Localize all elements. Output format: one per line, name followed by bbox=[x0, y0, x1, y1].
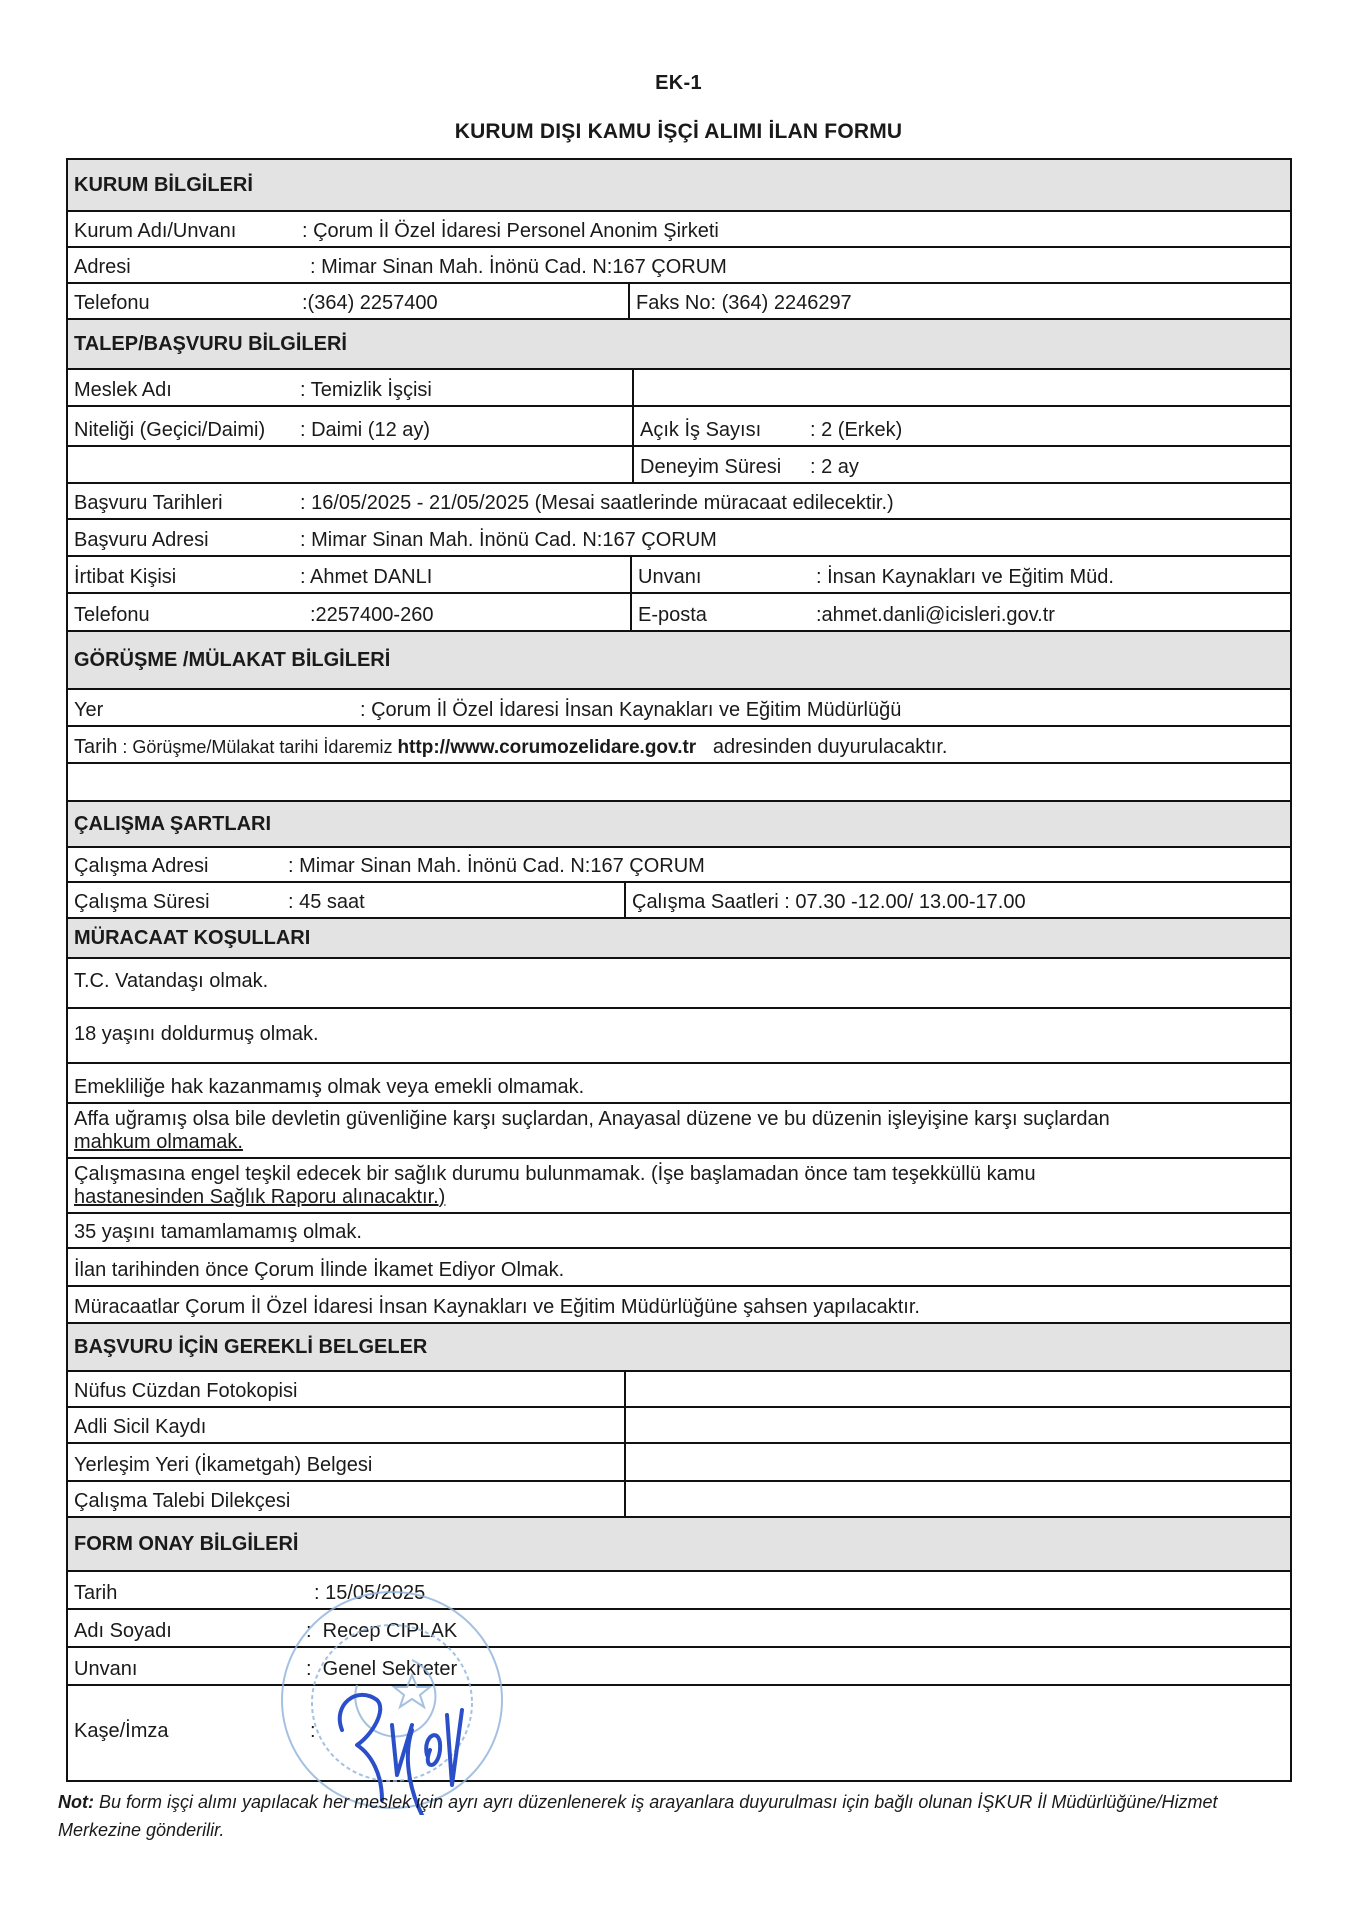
row-iletisim bbox=[68, 594, 1290, 632]
field-value: : Genel Sekreter bbox=[306, 1658, 458, 1680]
condition-row bbox=[68, 1009, 1290, 1064]
field-value: : İnsan Kaynakları ve Eğitim Müd. bbox=[816, 566, 1114, 588]
working-hours: Çalışma Saatleri : 07.30 -12.00/ 13.00-17.00 bbox=[624, 883, 1290, 917]
row-deneyim bbox=[68, 447, 1290, 484]
section-header-muracaat bbox=[68, 919, 1290, 959]
field-label: Tarih bbox=[74, 736, 118, 758]
row-telefon bbox=[68, 284, 1290, 320]
empty-cell bbox=[632, 370, 1290, 405]
section-title: GÖRÜŞME /MÜLAKAT BİLGİLERİ bbox=[74, 648, 391, 671]
field-label: E-posta bbox=[638, 604, 707, 626]
field-value: : 16/05/2025 - 21/05/2025 (Mesai saatlerinde müracaat edilecektir.) bbox=[300, 492, 894, 514]
annex-label: EK-1 bbox=[655, 72, 702, 94]
field-value: : Çorum İl Özel İdaresi İnsan Kaynakları ve Eğitim Müdürlüğü bbox=[360, 699, 902, 721]
row-adres bbox=[68, 248, 1290, 284]
condition-row bbox=[68, 1064, 1290, 1104]
field-value: : Görüşme/Mülakat tarihi İdaremiz bbox=[117, 737, 398, 757]
condition-row bbox=[68, 959, 1290, 1009]
section-title: KURUM BİLGİLERİ bbox=[74, 173, 253, 196]
email-link[interactable]: :ahmet.danli@icisleri.gov.tr bbox=[816, 604, 1055, 626]
section-header-belgeler bbox=[68, 1324, 1290, 1372]
document-row bbox=[68, 1372, 1290, 1408]
contact-email bbox=[630, 594, 1290, 630]
field-label: Unvanı bbox=[74, 1658, 138, 1680]
note-text: Bu form işçi alımı yapılacak her meslek için ayrı ayrı düzenlenerek iş arayanlara duyurulması için bağlı olunan İŞKUR İl Müdürlüğüne/Hizmet Merkezine gönderilir. bbox=[58, 1792, 1218, 1840]
fax-value: Faks No: (364) 2246297 bbox=[628, 284, 1290, 318]
field-label: Niteliği (Geçici/Daimi) bbox=[74, 419, 266, 441]
field-value: : 15/05/2025 bbox=[314, 1582, 426, 1604]
section-header-talep bbox=[68, 320, 1290, 370]
row-empty bbox=[68, 764, 1290, 802]
document-row bbox=[68, 1408, 1290, 1444]
interview-date-info bbox=[68, 736, 1290, 762]
condition-text: hastanesinden Sağlık Raporu alınacaktır.) bbox=[74, 1185, 446, 1208]
field-value: : Mimar Sinan Mah. İnönü Cad. N:167 ÇORUM bbox=[288, 855, 705, 877]
field-suffix: adresinden duyurulacaktır. bbox=[696, 736, 948, 758]
field-label: Telefonu bbox=[74, 292, 150, 314]
field-label: Çalışma Adresi bbox=[74, 855, 209, 877]
field-label: Deneyim Süresi bbox=[640, 456, 782, 478]
contact-title bbox=[630, 557, 1290, 592]
section-title: FORM ONAY BİLGİLERİ bbox=[74, 1532, 299, 1555]
row-nitelik bbox=[68, 407, 1290, 447]
document-row bbox=[68, 1482, 1290, 1518]
condition-text: 18 yaşını doldurmuş olmak. bbox=[74, 1022, 319, 1045]
row-yer bbox=[68, 690, 1290, 727]
document-row bbox=[68, 1444, 1290, 1482]
field-value: : 45 saat bbox=[288, 891, 365, 913]
website-link[interactable]: http://www.corumozelidare.gov.tr bbox=[397, 737, 697, 758]
section-header-gorusme bbox=[68, 632, 1290, 690]
note-prefix: Not: bbox=[58, 1792, 94, 1812]
condition-text: Müracaatlar Çorum İl Özel İdaresi İnsan Kaynakları ve Eğitim Müdürlüğüne şahsen yapılacaktır. bbox=[74, 1296, 920, 1318]
condition-text: T.C. Vatandaşı olmak. bbox=[74, 970, 269, 992]
section-title: TALEP/BAŞVURU BİLGİLERİ bbox=[74, 332, 347, 355]
row-irtibat bbox=[68, 557, 1290, 594]
field-value: : Ahmet DANLI bbox=[300, 566, 433, 588]
condition-text: Emekliliğe hak kazanmamış olmak veya emekli olmamak. bbox=[74, 1076, 585, 1098]
empty-cell bbox=[624, 1444, 1290, 1480]
section-header-kurum bbox=[68, 160, 1290, 212]
condition-row bbox=[68, 1159, 1290, 1214]
document-name: Adli Sicil Kaydı bbox=[74, 1416, 207, 1438]
section-title: MÜRACAAT KOŞULLARI bbox=[74, 926, 311, 949]
field-label: Açık İş Sayısı bbox=[640, 419, 762, 441]
field-value: : Temizlik İşçisi bbox=[300, 379, 432, 401]
open-positions bbox=[632, 407, 1290, 445]
field-value: : Mimar Sinan Mah. İnönü Cad. N:167 ÇORUM bbox=[310, 256, 727, 278]
field-label: Adı Soyadı bbox=[74, 1620, 172, 1642]
row-basvuru-tarihleri bbox=[68, 484, 1290, 520]
field-label: Yer bbox=[74, 699, 104, 721]
field-label: Telefonu bbox=[74, 604, 150, 626]
empty-cell bbox=[624, 1408, 1290, 1442]
row-calisma-suresi bbox=[68, 883, 1290, 919]
field-value: : Çorum İl Özel İdaresi Personel Anonim Şirketi bbox=[302, 220, 719, 242]
field-label: Başvuru Adresi bbox=[74, 529, 209, 551]
form-title: KURUM DIŞI KAMU İŞÇİ ALIMI İLAN FORMU bbox=[454, 120, 903, 143]
empty-cell bbox=[624, 1482, 1290, 1516]
row-onay-tarih bbox=[68, 1572, 1290, 1610]
field-label: Kurum Adı/Unvanı bbox=[74, 220, 237, 242]
condition-text: 35 yaşını tamamlamamış olmak. bbox=[74, 1221, 362, 1243]
condition-row bbox=[68, 1104, 1290, 1159]
row-kurum-adi bbox=[68, 212, 1290, 248]
section-title: BAŞVURU İÇİN GEREKLİ BELGELER bbox=[74, 1335, 428, 1358]
field-label: Kaşe/İmza bbox=[74, 1720, 169, 1742]
footnote bbox=[58, 1788, 1288, 1844]
row-onay-adsoyad bbox=[68, 1610, 1290, 1648]
condition-text: mahkum olmamak. bbox=[74, 1130, 243, 1153]
field-value: : Daimi (12 ay) bbox=[300, 419, 431, 441]
field-label: İrtibat Kişisi bbox=[74, 566, 177, 588]
experience bbox=[632, 447, 1290, 482]
signature-field: : bbox=[310, 1720, 316, 1742]
field-label: Unvanı bbox=[638, 566, 702, 588]
document-name: Yerleşim Yeri (İkametgah) Belgesi bbox=[74, 1454, 373, 1476]
empty-cell bbox=[624, 1372, 1290, 1406]
condition-row bbox=[68, 1214, 1290, 1249]
empty-cell bbox=[68, 479, 632, 482]
field-label: Çalışma Süresi bbox=[74, 891, 210, 913]
field-value: : 2 (Erkek) bbox=[810, 419, 903, 441]
row-calisma-adresi bbox=[68, 848, 1290, 883]
condition-text: İlan tarihinden önce Çorum İlinde İkamet Ediyor Olmak. bbox=[74, 1259, 565, 1281]
field-value: : 2 ay bbox=[810, 456, 859, 478]
field-value: :2257400-260 bbox=[310, 604, 434, 626]
field-label: Meslek Adı bbox=[74, 379, 172, 401]
field-label: Tarih bbox=[74, 1582, 118, 1604]
announcement-form bbox=[66, 158, 1292, 1782]
row-onay-imza bbox=[68, 1686, 1290, 1780]
section-title: ÇALIŞMA ŞARTLARI bbox=[74, 812, 272, 835]
field-value: :(364) 2257400 bbox=[302, 292, 438, 314]
row-onay-unvan bbox=[68, 1648, 1290, 1686]
section-header-onay bbox=[68, 1518, 1290, 1572]
row-basvuru-adresi bbox=[68, 520, 1290, 557]
field-value: : Mimar Sinan Mah. İnönü Cad. N:167 ÇORUM bbox=[300, 529, 717, 551]
field-label: Başvuru Tarihleri bbox=[74, 492, 223, 514]
condition-text: Çalışmasına engel teşkil edecek bir sağlık durumu bulunmamak. (İşe başlamadan önce tam teşekküllü kamu bbox=[74, 1162, 1036, 1185]
field-label: Adresi bbox=[74, 256, 131, 278]
condition-text: Affa uğramış olsa bile devletin güvenliğine karşı suçlardan, Anayasal düzene ve bu düzenin işleyişine karşı suçlardan bbox=[74, 1107, 1110, 1130]
document-name: Nüfus Cüzdan Fotokopisi bbox=[74, 1380, 298, 1402]
document-name: Çalışma Talebi Dilekçesi bbox=[74, 1490, 291, 1512]
row-meslek bbox=[68, 370, 1290, 407]
condition-row bbox=[68, 1287, 1290, 1324]
section-header-calisma bbox=[68, 802, 1290, 848]
row-gorusme-tarih bbox=[68, 727, 1290, 764]
condition-row bbox=[68, 1249, 1290, 1287]
field-value: : Recep CIPLAK bbox=[306, 1620, 458, 1642]
